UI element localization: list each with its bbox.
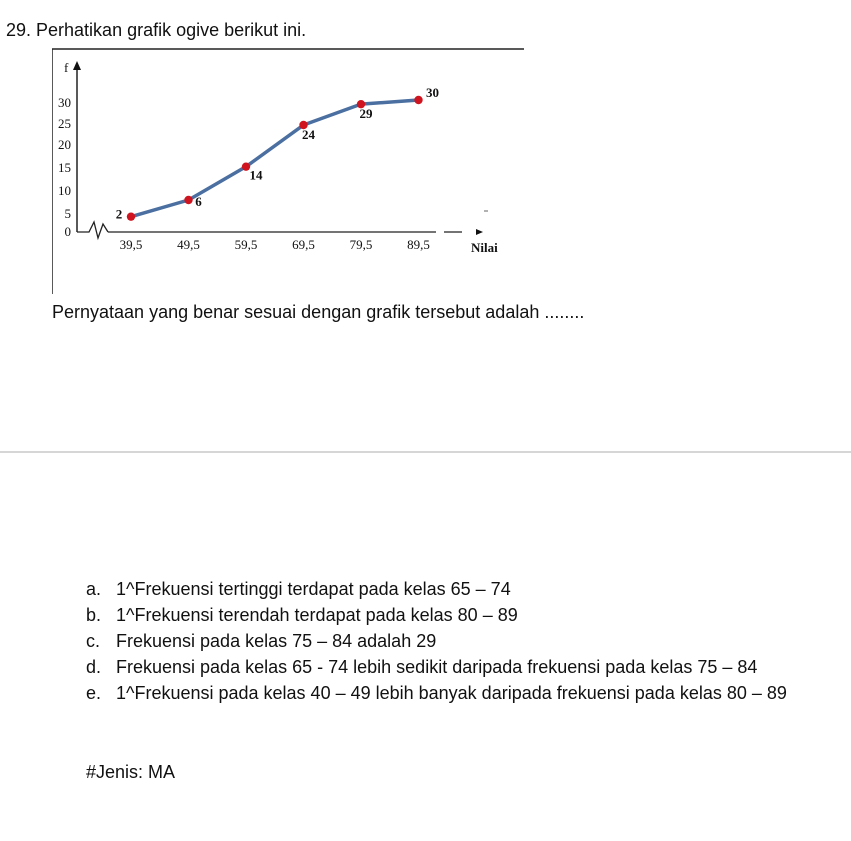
y-tick-label: 30 bbox=[58, 95, 71, 110]
option-text: 1^Frekuensi pada kelas 40 – 49 lebih banyak daripada frekuensi pada kelas 80 – 89 bbox=[116, 683, 787, 703]
question-title: 29. Perhatikan grafik ogive berikut ini. bbox=[6, 20, 307, 40]
x-tick-label: 69,5 bbox=[292, 237, 315, 252]
option-d[interactable] bbox=[86, 654, 806, 680]
data-label: 30 bbox=[426, 85, 439, 100]
axis-break bbox=[77, 222, 108, 238]
answer-options bbox=[86, 576, 806, 706]
x-tick-label: 49,5 bbox=[177, 237, 200, 252]
data-point bbox=[414, 96, 422, 104]
option-letter: d. bbox=[86, 657, 102, 677]
y-tick-label: 10 bbox=[58, 183, 71, 198]
option-text: Frekuensi pada kelas 75 – 84 adalah 29 bbox=[116, 631, 437, 651]
data-label: 14 bbox=[249, 167, 263, 183]
ogive-chart bbox=[52, 46, 524, 294]
option-e[interactable] bbox=[86, 680, 806, 706]
question-statement: Pernyataan yang benar sesuai dengan grafik tersebut adalah ........ bbox=[52, 302, 585, 322]
y-axis-label: f bbox=[64, 60, 69, 75]
question-type-tag: #Jenis: MA bbox=[86, 762, 176, 782]
y-tick-label: 25 bbox=[58, 116, 71, 131]
data-label: 24 bbox=[302, 127, 315, 142]
option-letter: a. bbox=[86, 579, 102, 599]
x-tick-label: 59,5 bbox=[234, 237, 258, 252]
section-divider bbox=[0, 451, 851, 453]
data-label: 29 bbox=[359, 106, 373, 122]
y-tick-label: 20 bbox=[58, 137, 71, 152]
option-letter: e. bbox=[86, 683, 102, 703]
y-axis-arrow bbox=[73, 61, 81, 70]
option-text: Frekuensi pada kelas 65 - 74 lebih sedikit daripada frekuensi pada kelas 75 – 84 bbox=[116, 657, 758, 677]
option-text: 1^Frekuensi terendah terdapat pada kelas 80 – 89 bbox=[116, 605, 518, 625]
x-tick-label: 89,5 bbox=[407, 237, 430, 252]
option-c[interactable] bbox=[86, 628, 806, 654]
x-tick-label: 39,5 bbox=[119, 237, 143, 252]
option-b[interactable] bbox=[86, 602, 806, 628]
x-tick-label: 79,5 bbox=[349, 237, 373, 252]
ogive-line bbox=[131, 100, 419, 217]
x-axis-arrow bbox=[476, 229, 483, 235]
option-letter: b. bbox=[86, 605, 102, 625]
y-tick-label: 5 bbox=[64, 206, 71, 221]
data-label: 2 bbox=[115, 206, 123, 222]
data-point bbox=[127, 212, 135, 220]
data-label: 6 bbox=[195, 194, 202, 209]
option-a[interactable] bbox=[86, 576, 806, 602]
option-letter: c. bbox=[86, 631, 101, 651]
data-point bbox=[184, 196, 192, 204]
option-text: 1^Frekuensi tertinggi terdapat pada kelas 65 – 74 bbox=[116, 579, 511, 599]
ogive-chart-svg bbox=[52, 46, 524, 294]
chart-marks bbox=[58, 85, 439, 252]
y-tick-label: 15 bbox=[58, 160, 71, 175]
y-tick-label: 0 bbox=[64, 224, 71, 239]
x-axis-label: Nilai bbox=[471, 240, 498, 255]
